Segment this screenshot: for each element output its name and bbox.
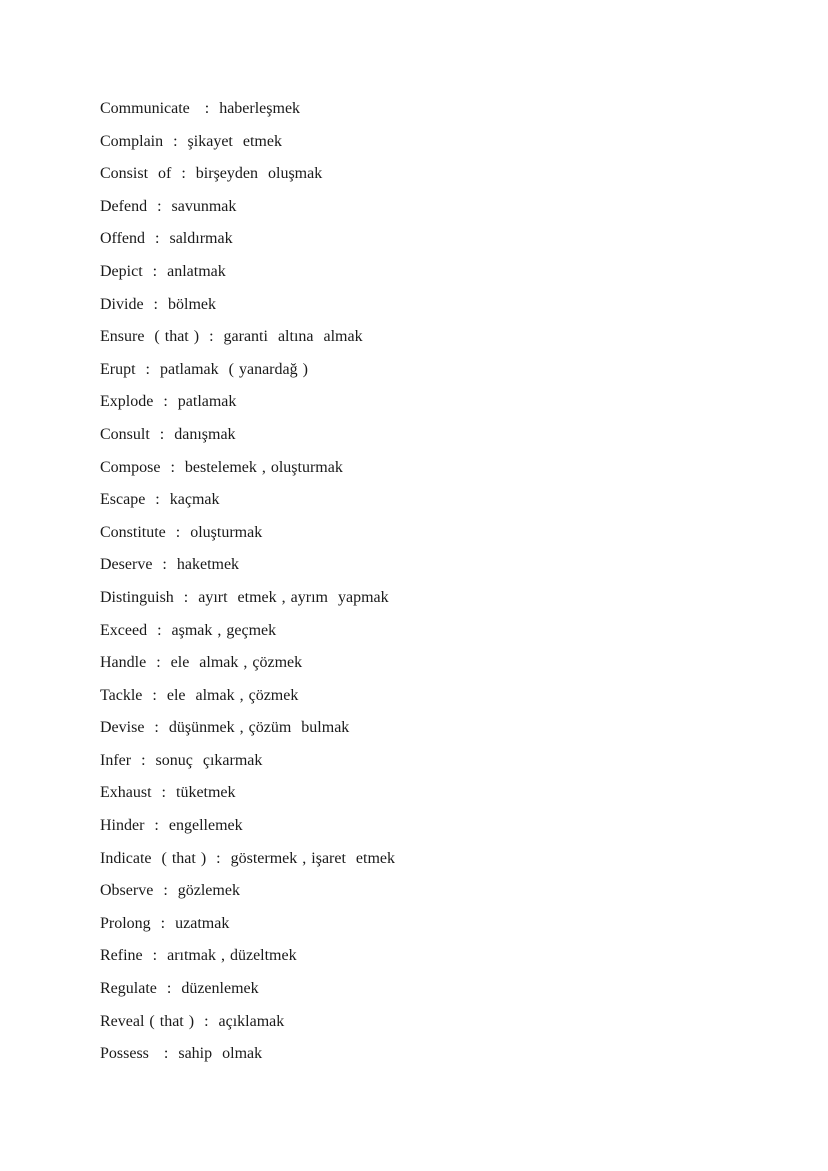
vocabulary-entry: Deserve : haketmek — [100, 556, 240, 574]
vocabulary-entry: Compose : bestelemek , oluşturmak — [100, 458, 343, 476]
vocabulary-entry: Divide : bölmek — [100, 295, 216, 313]
vocabulary-entry: Constitute : oluşturmak — [100, 523, 263, 541]
vocabulary-entry: Devise : düşünmek , çözüm bulmak — [100, 719, 350, 737]
vocabulary-entry: Exceed : aşmak , geçmek — [100, 621, 277, 639]
vocabulary-entry: Infer : sonuç çıkarmak — [100, 751, 263, 769]
vocabulary-entry: Observe : gözlemek — [100, 882, 240, 900]
vocabulary-entry: Prolong : uzatmak — [100, 914, 230, 932]
vocabulary-entry: Indicate ( that ) : göstermek , işaret etmek — [100, 849, 396, 867]
vocabulary-entry: Exhaust : tüketmek — [100, 784, 236, 802]
vocabulary-entry: Refine : arıtmak , düzeltmek — [100, 947, 297, 965]
vocabulary-entry: Ensure ( that ) : garanti altına almak — [100, 328, 363, 346]
vocabulary-entry: Escape : kaçmak — [100, 491, 220, 509]
vocabulary-entry: Tackle : ele almak , çözmek — [100, 686, 299, 704]
vocabulary-entry: Handle : ele almak , çözmek — [100, 654, 303, 672]
vocabulary-entry: Consult : danışmak — [100, 425, 236, 443]
vocabulary-entry: Offend : saldırmak — [100, 230, 233, 248]
vocabulary-entry: Complain : şikayet etmek — [100, 132, 282, 150]
vocabulary-entry: Communicate : haberleşmek — [100, 100, 301, 117]
vocabulary-entry: Possess : sahip olmak — [100, 1045, 263, 1063]
vocabulary-entry: Consist of : birşeyden oluşmak — [100, 165, 323, 183]
vocabulary-list — [100, 95, 395, 1073]
vocabulary-entry: Hinder : engellemek — [100, 817, 243, 835]
vocabulary-entry: Explode : patlamak — [100, 393, 237, 411]
vocabulary-entry: Reveal ( that ) : açıklamak — [100, 1012, 285, 1030]
vocabulary-entry: Depict : anlatmak — [100, 262, 226, 280]
vocabulary-entry: Defend : savunmak — [100, 197, 237, 215]
vocabulary-entry: Distinguish : ayırt etmek , ayrım yapmak — [100, 588, 389, 606]
vocabulary-entry: Regulate : düzenlemek — [100, 980, 259, 998]
vocabulary-entry: Erupt : patlamak ( yanardağ ) — [100, 360, 308, 378]
